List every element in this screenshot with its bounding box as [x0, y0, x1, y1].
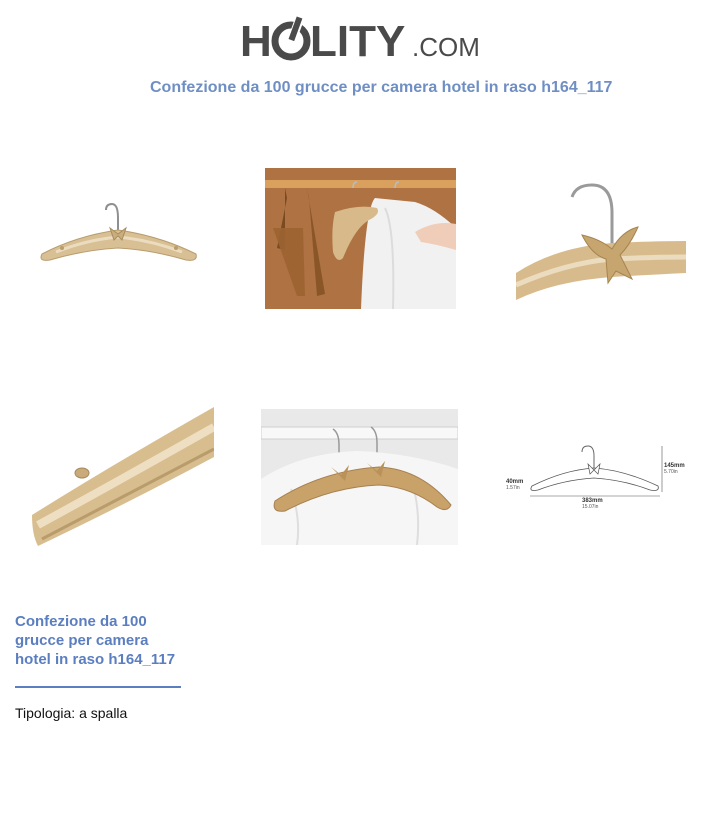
product-name-underline	[15, 686, 181, 688]
gallery-image-hangers-rail-robe[interactable]	[265, 168, 456, 309]
logo-word: LITY	[310, 17, 406, 66]
dimension-width-mm: 383mm	[582, 498, 603, 504]
dimension-height-mm: 145mm	[664, 463, 685, 469]
gallery-image-hanger-dimensions[interactable]	[504, 440, 690, 512]
gallery-image-hangers-robe-bar[interactable]	[261, 409, 458, 545]
dimension-thickness-in: 1.57in	[506, 485, 520, 491]
product-type: Tipologia: a spalla	[15, 705, 128, 721]
dimension-height-in: 5.70in	[664, 469, 678, 475]
hanger-arm-closeup-image	[32, 405, 214, 546]
dimension-thickness-mm: 40mm	[506, 479, 524, 485]
hanger-rail-robe-image	[265, 168, 456, 309]
brand-logo[interactable]	[240, 12, 480, 68]
logo-domain: .COM	[412, 32, 480, 62]
hanger-bow-closeup-image	[516, 183, 686, 300]
dimension-diagram-image	[504, 440, 690, 512]
page-title: Confezione da 100 grucce per camera hotel in raso h164_117	[150, 79, 613, 96]
gallery-image-hanger-arm[interactable]	[32, 405, 214, 546]
gallery-image-hanger-front[interactable]	[36, 196, 202, 268]
dimension-width-in: 15.07in	[582, 504, 599, 510]
product-name-link[interactable]: Confezione da 100 grucce per camera hotel in raso h164_117	[15, 613, 176, 668]
logo-letter-h: H	[240, 17, 272, 66]
satin-hanger-image	[36, 196, 202, 268]
gallery-image-hanger-bow[interactable]	[516, 183, 686, 300]
logo-o-icon	[275, 16, 307, 57]
hangers-robe-bar-image	[261, 409, 458, 545]
